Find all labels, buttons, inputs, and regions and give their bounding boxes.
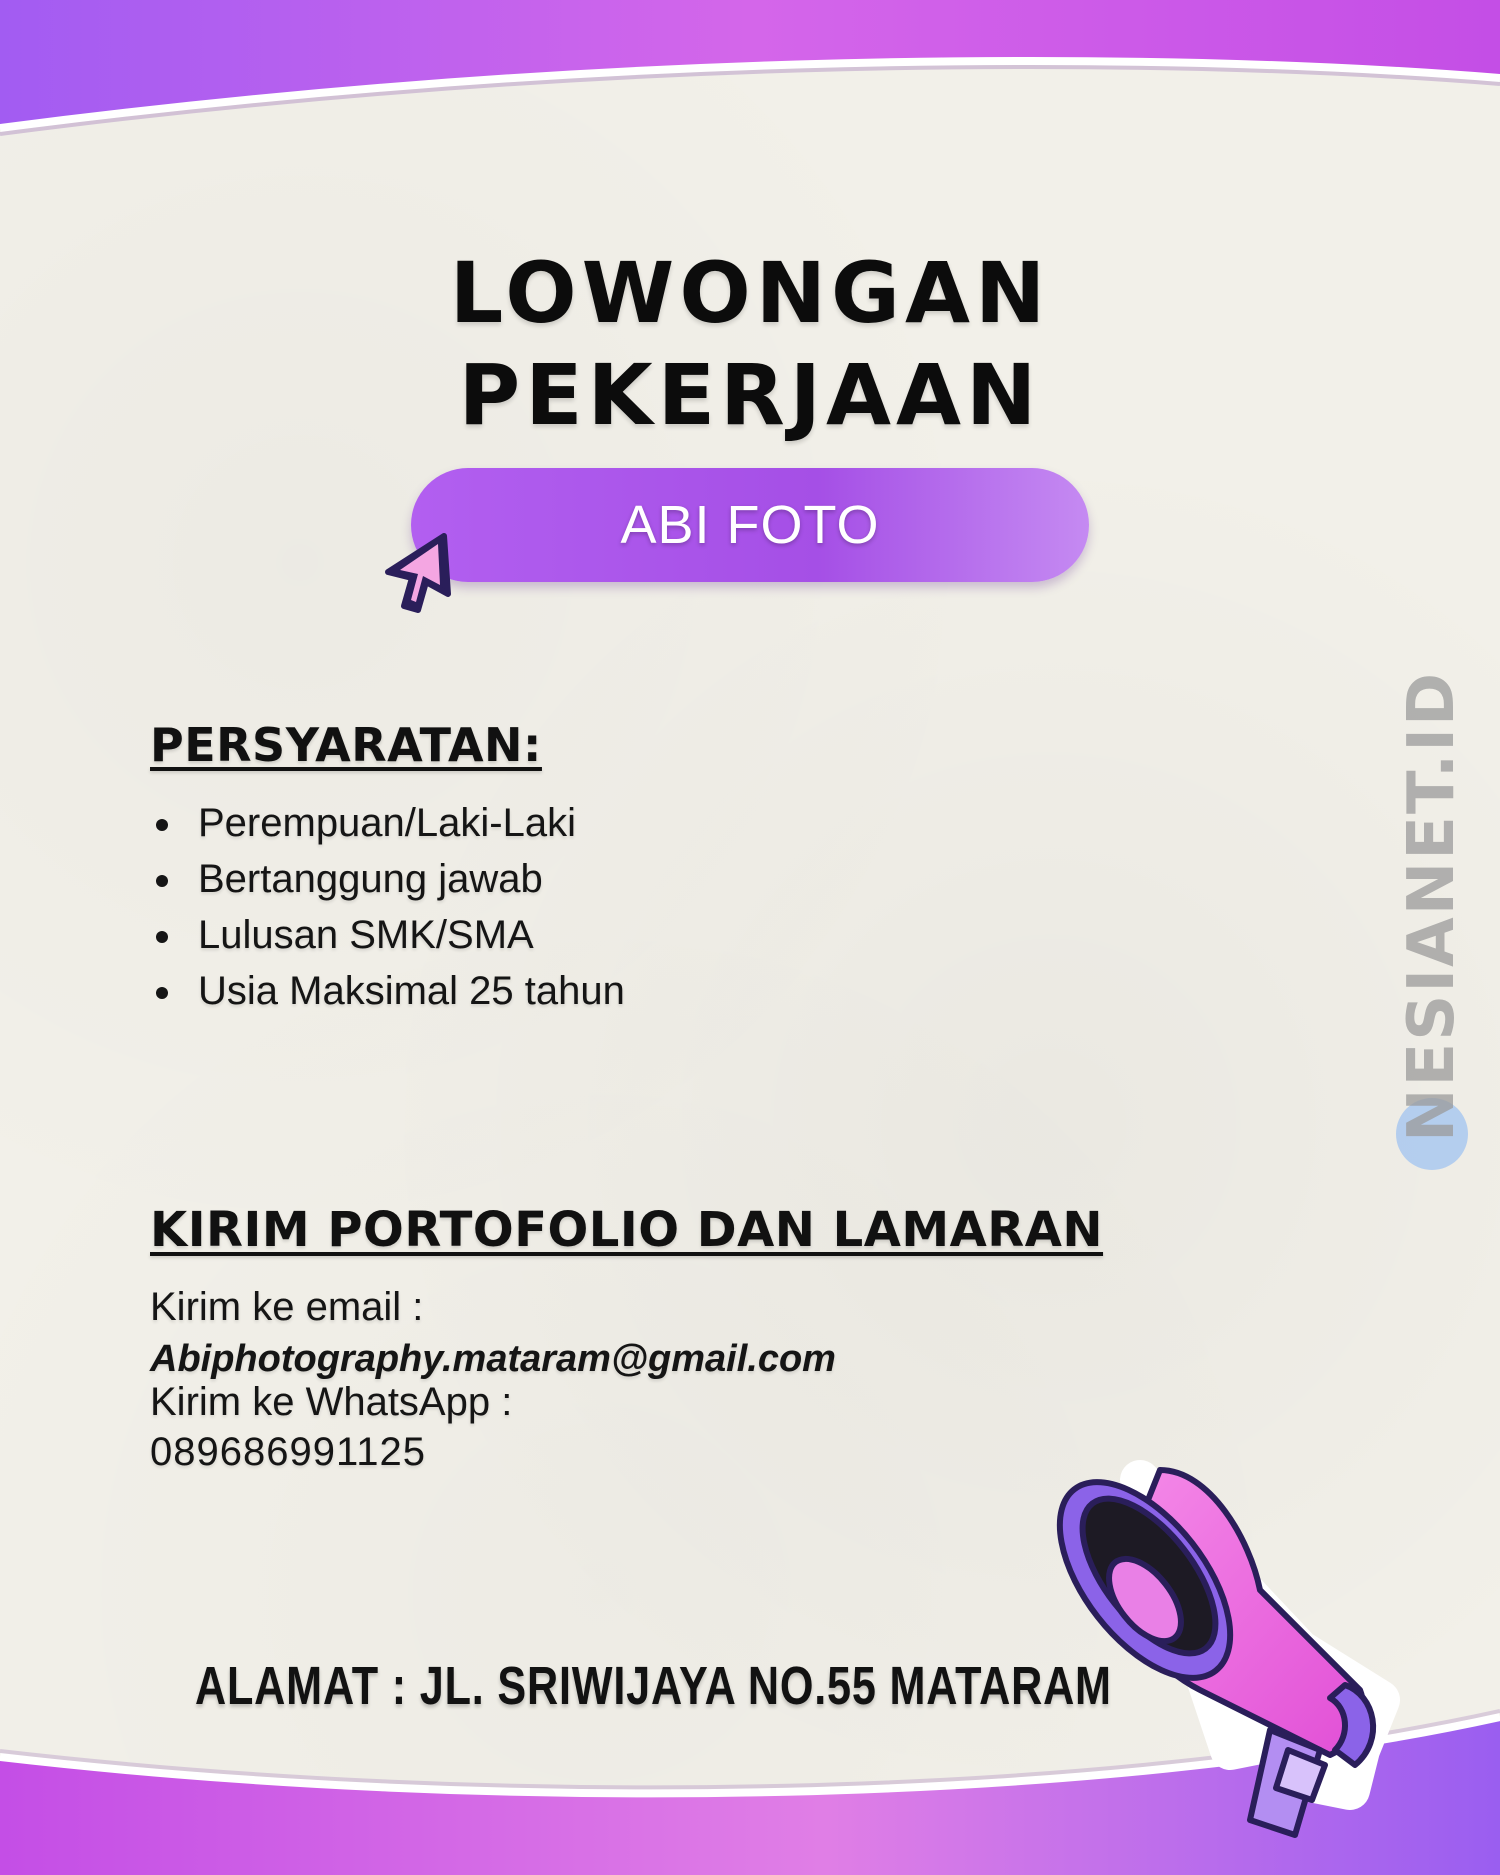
application-heading: KIRIM PORTOFOLIO DAN LAMARAN [150, 1202, 1104, 1258]
whatsapp-number: 089686991125 [150, 1430, 426, 1474]
list-item: Usia Maksimal 25 tahun [150, 963, 625, 1019]
requirements-list [150, 795, 625, 1019]
requirements-heading: PERSYARATAN: [150, 718, 542, 772]
list-item: Perempuan/Laki-Laki [150, 795, 625, 851]
company-name: ABI FOTO [620, 495, 880, 555]
email-address: Abiphotography.mataram@gmail.com [150, 1338, 836, 1380]
cursor-icon [378, 528, 458, 616]
list-item: Bertanggung jawab [150, 851, 625, 907]
top-wave-decoration [0, 0, 1500, 140]
email-label: Kirim ke email : [150, 1285, 424, 1329]
list-item: Lulusan SMK/SMA [150, 907, 625, 963]
watermark-text: NESIANET.ID [1395, 670, 1469, 1142]
watermark [1387, 670, 1477, 1170]
megaphone-icon [1050, 1450, 1470, 1860]
title-line-2: PEKERJAAN [458, 346, 1042, 444]
address-text: ALAMAT : JL. SRIWIJAYA NO.55 MATARAM [195, 1656, 1112, 1716]
title-line-1: LOWONGAN [449, 244, 1051, 342]
company-name-badge [411, 468, 1089, 582]
whatsapp-label: Kirim ke WhatsApp : [150, 1380, 513, 1424]
